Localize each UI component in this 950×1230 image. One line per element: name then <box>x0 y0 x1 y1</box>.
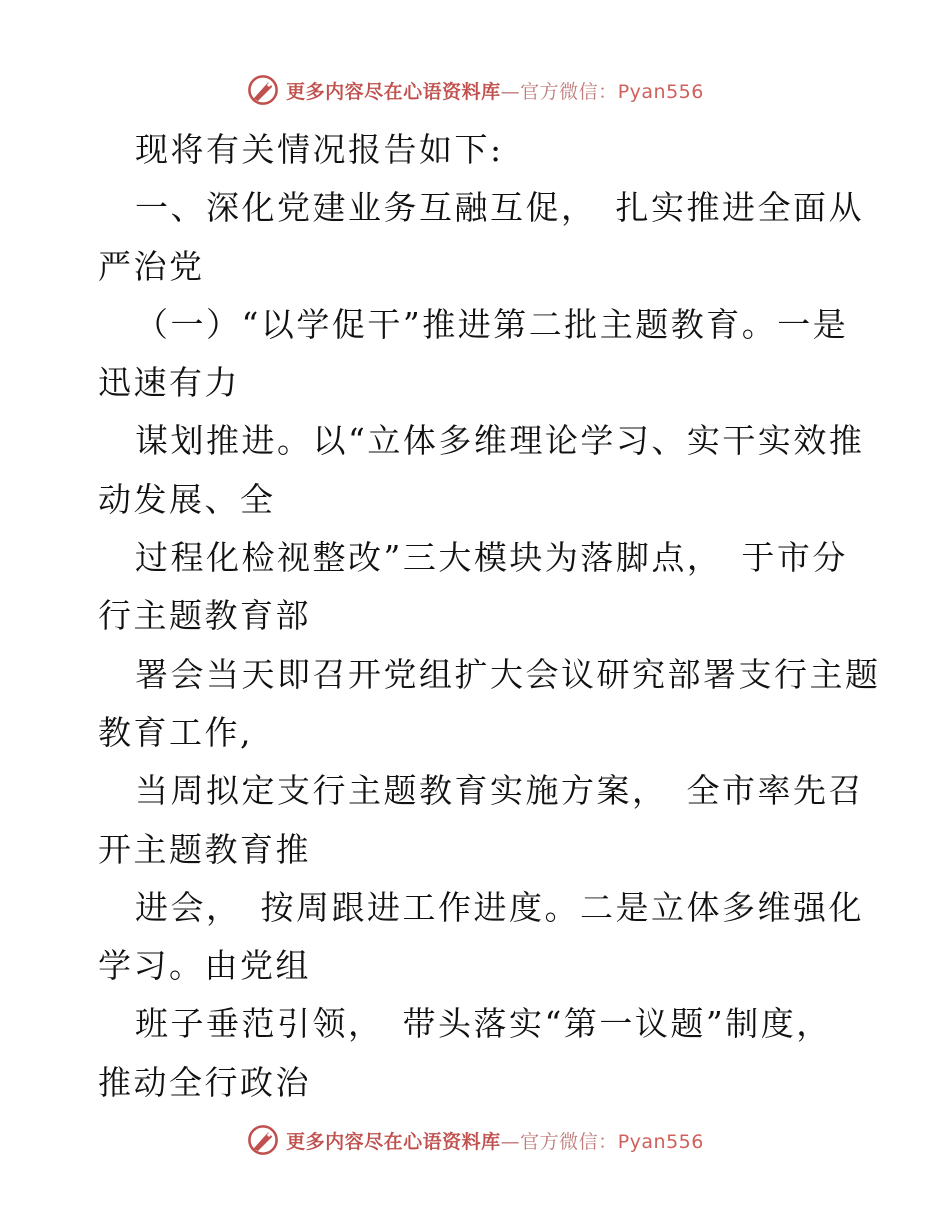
text-line: 进会， 按周跟进工作进度。二是立体多维强化 <box>135 887 864 927</box>
section-heading: 一、深化党建业务互融互促， 扎实推进全面从 <box>135 188 864 228</box>
watermark-wechat-label: 官方微信： <box>520 1130 618 1153</box>
text-line: 署会当天即召开党组扩大会议研究部署支行主题 <box>135 654 881 694</box>
watermark-wechat-id: Pyan556 <box>617 80 704 103</box>
text-line: 班子垂范引领， 带头落实“第一议题”制度， <box>135 1004 832 1044</box>
watermark-separator: — <box>500 1130 521 1153</box>
watermark-title: 更多内容尽在心语资料库 <box>286 80 501 103</box>
text-line: 迅速有力 <box>98 363 240 403</box>
pen-nib-icon <box>246 73 280 107</box>
text-line: 现将有关情况报告如下: <box>135 130 504 169</box>
watermark-title: 更多内容尽在心语资料库 <box>286 1130 501 1153</box>
watermark-wechat-label: 官方微信： <box>520 80 618 103</box>
pen-nib-icon <box>246 1123 280 1157</box>
text-line: 动发展、全 <box>98 479 276 519</box>
text-line: 学习。由党组 <box>98 946 311 986</box>
document-body <box>98 121 881 1112</box>
watermark-text <box>286 1127 704 1154</box>
watermark-separator: — <box>500 80 521 103</box>
text-line: 过程化检视整改”三大模块为落脚点， 于市分 <box>135 538 848 578</box>
text-line: 谋划推进。以“立体多维理论学习、实干实效推 <box>135 421 865 461</box>
section-heading-cont: 严治党 <box>98 246 205 286</box>
text-line: 开主题教育推 <box>98 829 311 869</box>
header-watermark <box>0 70 950 110</box>
watermark-wechat-id: Pyan556 <box>617 1130 704 1153</box>
text-line: 推动全行政治 <box>98 1062 311 1102</box>
text-line: 教育工作, <box>98 712 253 752</box>
text-line: 当周拟定支行主题教育实施方案， 全市率先召 <box>135 771 864 811</box>
text-line: 行主题教育部 <box>98 596 311 636</box>
footer-watermark <box>0 1120 950 1160</box>
text-line: （一）“以学促干”推进第二批主题教育。一是 <box>135 304 849 344</box>
watermark-text <box>286 77 704 104</box>
